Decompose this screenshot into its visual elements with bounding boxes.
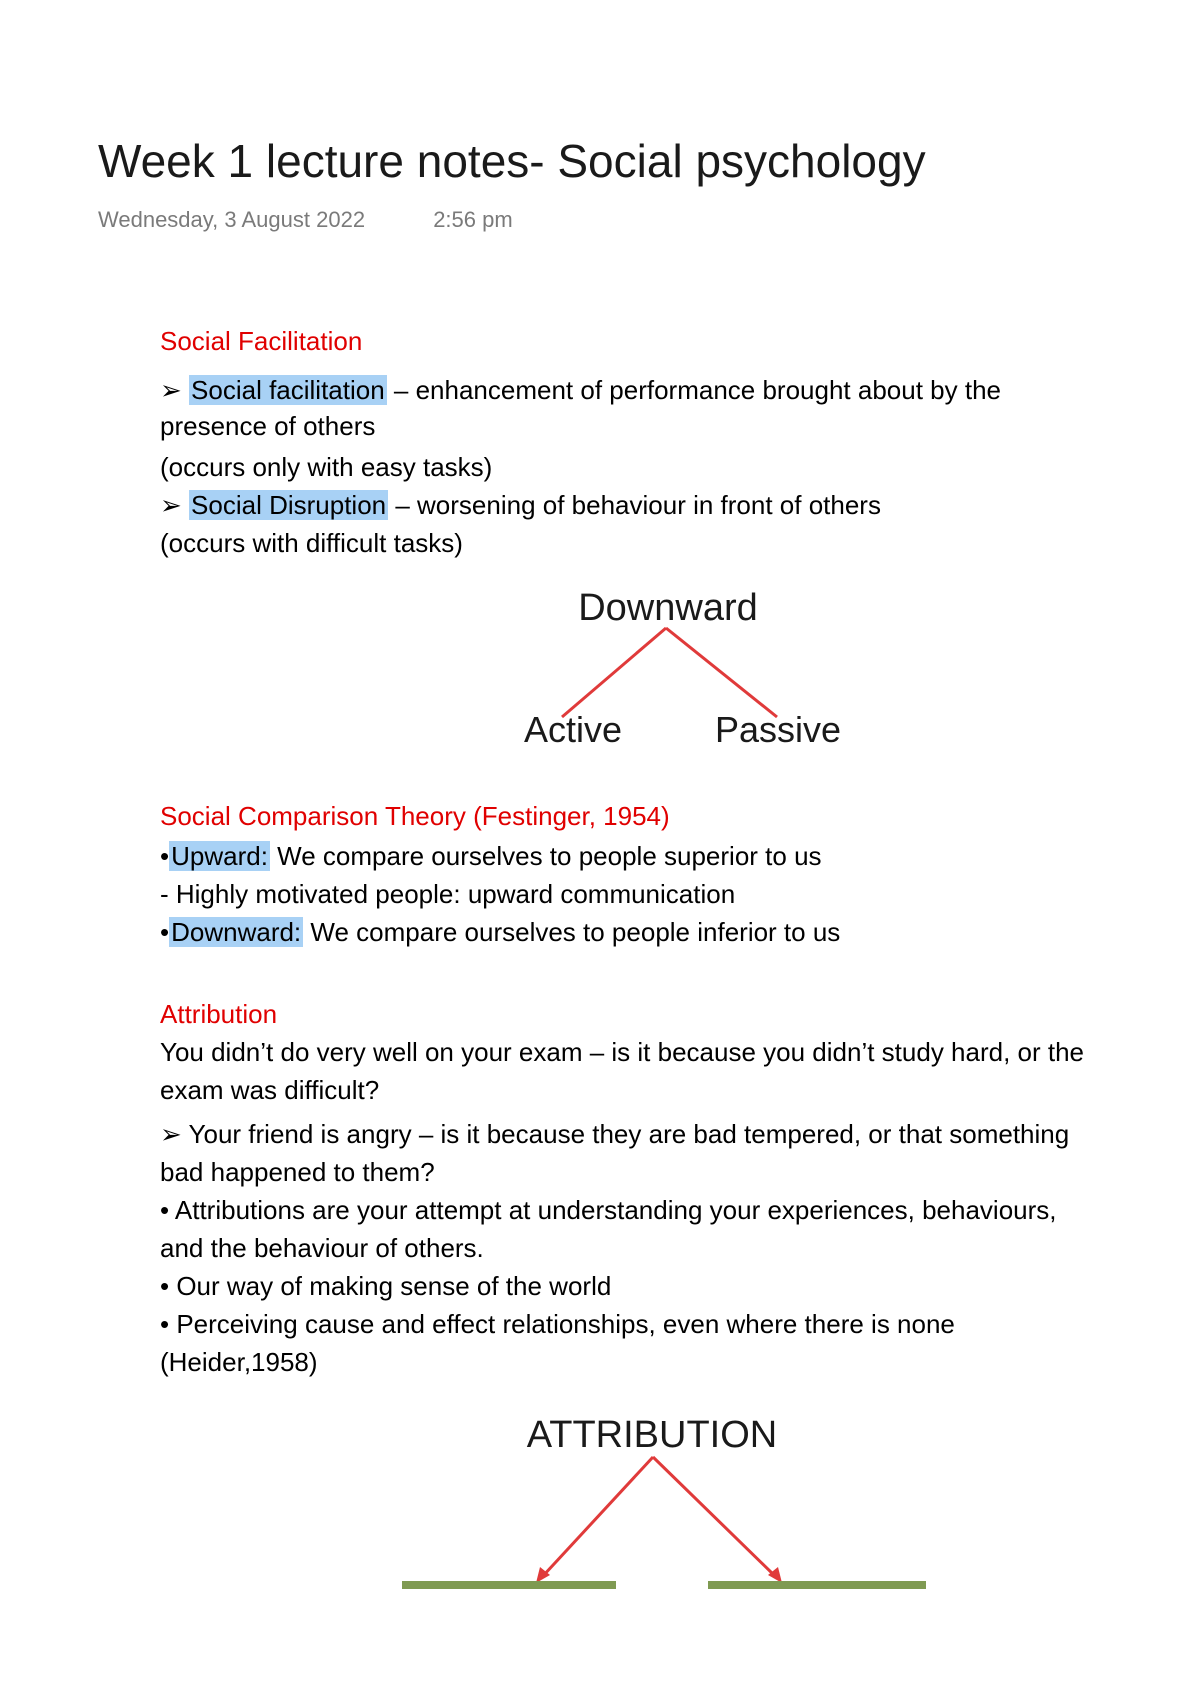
paragraph-friend-angry: ➢ Your friend is angry – is it because they are bad tempered, or that something bad happened to them? <box>160 1119 1070 1187</box>
note-easy-tasks: (occurs only with easy tasks) <box>160 452 493 482</box>
page-meta <box>98 207 513 233</box>
bullet-making-sense: • Our way of making sense of the world <box>160 1271 612 1301</box>
note-difficult-tasks: (occurs with difficult tasks) <box>160 528 463 558</box>
bullet-icon: • <box>160 917 170 947</box>
page-title: Week 1 lecture notes- Social psychology <box>98 135 926 187</box>
item-social-disruption <box>160 486 1090 524</box>
page-date: Wednesday, 3 August 2022 <box>98 207 366 232</box>
definition-downward: We compare ourselves to people inferior to us <box>303 917 841 947</box>
paragraph-exam: You didn’t do very well on your exam – is it because you didn’t study hard, or the exam was difficult? <box>160 1037 1085 1105</box>
arrow-to-left-bar <box>542 1457 653 1577</box>
definition-social-facilitation: – enhancement of performance brought about by the presence of others <box>160 375 1001 441</box>
term-downward: Downward: <box>171 917 302 947</box>
definition-upward: We compare ourselves to people superior to us <box>269 841 822 871</box>
definition-social-disruption: – worsening of behaviour in front of others <box>388 490 881 520</box>
heading-attribution: Attribution <box>160 999 278 1029</box>
term-upward: Upward: <box>171 841 268 871</box>
item-social-facilitation <box>160 372 1090 444</box>
item-highly-motivated: - Highly motivated people: upward communication <box>160 879 736 909</box>
item-downward <box>160 913 1090 951</box>
bullet-attempt-understanding: • Attributions are your attempt at understanding your experiences, behaviours, and the behaviour of others. <box>160 1195 1057 1263</box>
item-upward <box>160 837 1090 875</box>
page-time: 2:56 pm <box>433 207 513 232</box>
heading-social-facilitation: Social Facilitation <box>160 326 363 356</box>
attribution-right-bar <box>708 1581 926 1589</box>
note-content <box>160 322 1090 562</box>
arrow-to-active <box>562 628 666 717</box>
comparison-content <box>160 797 1090 951</box>
downward-diagram <box>500 580 860 750</box>
attribution-left-bar <box>402 1581 616 1589</box>
arrow-to-right-bar <box>653 1457 776 1577</box>
diagram-attribution-label: ATTRIBUTION <box>526 1414 778 1456</box>
diagram-active-label: Active <box>523 709 623 750</box>
arrow-bullet-icon: ➢ <box>160 490 182 520</box>
arrow-bullet-icon: ➢ <box>160 375 182 405</box>
attribution-content <box>160 995 1090 1381</box>
term-social-disruption: Social Disruption <box>191 490 387 520</box>
bullet-cause-effect: • Perceiving cause and effect relationships, even where there is none (Heider,1958) <box>160 1309 955 1377</box>
diagram-passive-label: Passive <box>714 709 842 750</box>
arrow-to-passive <box>666 628 777 717</box>
attribution-diagram <box>390 1405 940 1595</box>
term-social-facilitation: Social facilitation <box>191 375 385 405</box>
heading-social-comparison: Social Comparison Theory (Festinger, 1954) <box>160 801 670 831</box>
diagram-downward-label: Downward <box>578 587 758 629</box>
bullet-icon: • <box>160 841 170 871</box>
